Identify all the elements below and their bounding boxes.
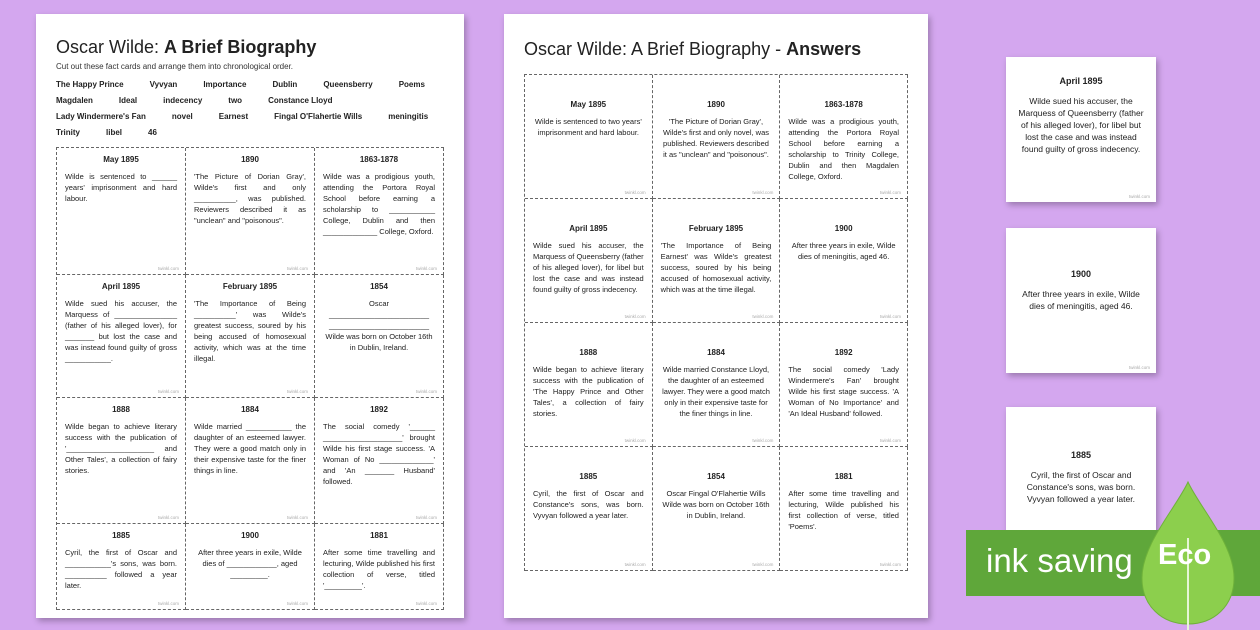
card-brand: twinkl.com xyxy=(286,266,308,271)
card-brand: twinkl.com xyxy=(879,562,901,567)
card-brand: twinkl.com xyxy=(286,515,308,520)
answer-card xyxy=(780,447,908,571)
card-date: 1863-1878 xyxy=(824,100,863,109)
card-date: 1900 xyxy=(834,224,853,233)
card-brand: twinkl.com xyxy=(879,190,901,195)
word-bank-item: meningitis xyxy=(388,112,429,121)
card-text: Cyril, the first of Oscar and Constance's sons, was born. Vyvyan followed a year later. xyxy=(533,489,644,520)
fact-card xyxy=(186,398,315,524)
card-brand: twinkl.com xyxy=(624,438,646,443)
card-date: 1854 xyxy=(707,472,725,481)
answer-card xyxy=(525,447,653,571)
word-bank-item: Fingal O'Flahertie Wills xyxy=(274,112,363,121)
card-date: 1900 xyxy=(1070,269,1092,279)
word-bank-item: indecency xyxy=(163,96,203,105)
card-text: Cyril, the first of Oscar and Constance's sons, was born. Vyvyan followed a year later. xyxy=(1026,470,1136,504)
card-text: Oscar Fingal O'Flahertie Wills Wilde was born on October 16th in Dublin, Ireland. xyxy=(662,489,770,520)
card-text: After some time travelling and lecturing, Wilde published his first collection of verse, titled '_________'. xyxy=(323,548,435,590)
card-brand: twinkl.com xyxy=(624,314,646,319)
eco-label: Eco xyxy=(1158,539,1212,571)
card-brand: twinkl.com xyxy=(415,389,437,394)
word-bank-item: novel xyxy=(171,112,193,121)
answer-card xyxy=(653,75,781,199)
card-date: February 1895 xyxy=(688,224,744,233)
word-bank-item: The Happy Prince xyxy=(56,80,124,89)
card-date: 1890 xyxy=(241,155,259,164)
card-text: Oscar ________________________ ________________________ Wilde was born on October 16th in Dublin, Ireland. xyxy=(325,299,433,352)
card-text: Wilde married Constance Lloyd, the daughter of an esteemed lawyer. They were a good match only in their expensive taste for the finer things in line. xyxy=(662,365,770,418)
card-brand: twinkl.com xyxy=(286,389,308,394)
card-brand: twinkl.com xyxy=(157,389,179,394)
card-text: Wilde sued his accuser, the Marquess of Queensberry (father of his alleged lover), for libel but lost the case and was instead found guilty of gross indecency. xyxy=(1018,96,1144,154)
card-text: Wilde began to achieve literary success with the publication of 'The Happy Prince and Other Tales', a collection of fairy stories. xyxy=(533,365,644,418)
card-brand: twinkl.com xyxy=(879,314,901,319)
card-date: 1885 xyxy=(1070,450,1092,460)
card-text: Wilde sued his accuser, the Marquess of Queensberry (father of his alleged lover), for libel but lost the case and was instead found guilty of gross indecency. xyxy=(533,241,644,294)
card-date: 1890 xyxy=(707,100,725,109)
worksheet-card-grid xyxy=(56,147,444,610)
card-date: 1885 xyxy=(579,472,598,481)
answer-card xyxy=(653,447,781,571)
word-bank-item: Vyvyan xyxy=(149,80,178,89)
card-brand: twinkl.com xyxy=(157,266,179,271)
card-text: Cyril, the first of Oscar and ___________'s sons, was born. __________ followed a year later. xyxy=(65,548,177,590)
fact-card xyxy=(315,398,444,524)
card-brand: twinkl.com xyxy=(415,515,437,520)
card-date: February 1895 xyxy=(222,282,278,291)
answer-card xyxy=(525,199,653,323)
fact-card xyxy=(186,148,315,275)
card-brand: twinkl.com xyxy=(1128,194,1150,199)
answers-page xyxy=(504,14,928,618)
card-text: 'The Importance of Being __________' was Wilde's greatest success, soured by his being accused of homosexual activity, which was at the time illegal. xyxy=(194,299,306,363)
answer-card xyxy=(653,323,781,447)
card-text: Wilde is sentenced to two years' imprisonment and hard labour. xyxy=(534,117,642,137)
answers-title: Oscar Wilde: A Brief Biography - Answers xyxy=(524,39,862,59)
fact-card xyxy=(315,524,444,610)
card-text: After some time travelling and lecturing, Wilde published his first collection of verse, titled 'Poems'. xyxy=(788,489,899,531)
fact-card xyxy=(57,524,186,610)
answer-card xyxy=(780,199,908,323)
word-bank-item: Constance Lloyd xyxy=(268,96,333,105)
word-bank-item: Earnest xyxy=(218,112,249,121)
card-date: 1854 xyxy=(370,282,388,291)
card-date: May 1895 xyxy=(103,155,139,164)
answer-card xyxy=(525,75,653,199)
cutout-card xyxy=(1006,57,1156,202)
card-brand: twinkl.com xyxy=(415,266,437,271)
card-date: 1885 xyxy=(112,531,130,540)
word-bank-item: 46 xyxy=(148,128,157,137)
card-text: 'The Importance of Being Earnest' was Wilde's greatest success, soured by his being accused of homosexual activity, which was at the time illegal. xyxy=(660,241,772,294)
answer-card xyxy=(780,75,908,199)
card-brand: twinkl.com xyxy=(752,438,774,443)
card-text: Wilde began to achieve literary success with the publication of '_____________________ and Other Tales', a collection of fairy stories. xyxy=(65,422,177,475)
answer-card xyxy=(653,199,781,323)
card-text: Wilde married ___________ the daughter of an esteemed lawyer. They were a good match only in their expensive taste for the finer things in line. xyxy=(194,422,306,475)
card-text: Wilde sued his accuser, the Marquess of _______________ (father of his alleged lover), for _______ but lost the case and was instead found guilty of gross ___________. xyxy=(65,299,177,363)
word-bank-item: Queensberry xyxy=(323,80,373,89)
card-brand: twinkl.com xyxy=(157,601,179,606)
card-date: April 1895 xyxy=(1059,76,1103,86)
answer-card xyxy=(780,323,908,447)
fact-card xyxy=(57,398,186,524)
card-text: After three years in exile, Wilde dies of ____________, aged _________. xyxy=(198,548,302,579)
card-text: Wilde was a prodigious youth, attending the Portora Royal School before earning a scholarship to ___________ College, Dublin and then _____________ College, Oxford. xyxy=(323,172,435,236)
card-text: Wilde is sentenced to ______ years' imprisonment and hard labour. xyxy=(65,172,177,203)
card-brand: twinkl.com xyxy=(624,562,646,567)
card-brand: twinkl.com xyxy=(752,314,774,319)
card-text: The social comedy 'Lady Windermere's Fan' brought Wilde his first stage success. 'A Woman of No Importance' and 'An Ideal Husband' followed. xyxy=(788,365,899,418)
answers-card-grid xyxy=(524,74,908,571)
card-date: 1892 xyxy=(834,348,853,357)
card-brand: twinkl.com xyxy=(752,190,774,195)
card-brand: twinkl.com xyxy=(415,601,437,606)
fact-card xyxy=(186,275,315,398)
worksheet-instruction: Cut out these fact cards and arrange them into chronological order. xyxy=(56,62,294,71)
card-brand: twinkl.com xyxy=(879,438,901,443)
card-brand: twinkl.com xyxy=(1128,365,1150,370)
word-bank-item: Dublin xyxy=(272,80,298,89)
answer-card xyxy=(525,323,653,447)
word-bank-item: two xyxy=(228,96,243,105)
word-bank-item: Lady Windermere's Fan xyxy=(56,112,146,121)
worksheet-title: Oscar Wilde: A Brief Biography xyxy=(56,37,317,57)
cutout-card xyxy=(1006,228,1156,373)
fact-card xyxy=(315,275,444,398)
card-date: 1884 xyxy=(707,348,725,357)
card-text: After three years in exile, Wilde dies of meningitis, aged 46. xyxy=(1022,289,1140,311)
card-date: 1888 xyxy=(579,348,598,357)
card-brand: twinkl.com xyxy=(624,190,646,195)
fact-card xyxy=(186,524,315,610)
ink-saving-text: ink saving xyxy=(986,542,1133,579)
card-text: 'The Picture of Dorian Gray', Wilde's first and only __________, was published. Reviewers described it as "unclean" and "poisonous". xyxy=(194,172,306,225)
word-bank-item: libel xyxy=(106,128,123,137)
fact-card xyxy=(315,148,444,275)
card-text: The social comedy '______ ___________________' brought Wilde his first stage success. 'A Woman of No _____________' and 'An _______ Husband' followed. xyxy=(323,422,435,486)
word-bank-item: Importance xyxy=(203,80,247,89)
fact-card xyxy=(57,148,186,275)
card-text: Wilde was a prodigious youth, attending the Portora Royal School before earning a scholarship to Trinity College, Dublin and then Magdalen College, Oxford. xyxy=(788,117,899,181)
card-brand: twinkl.com xyxy=(752,562,774,567)
card-brand: twinkl.com xyxy=(157,515,179,520)
card-date: 1888 xyxy=(112,405,130,414)
card-date: 1900 xyxy=(241,531,259,540)
card-date: 1884 xyxy=(241,405,259,414)
card-date: May 1895 xyxy=(570,100,607,109)
word-bank-item: Trinity xyxy=(56,128,81,137)
card-date: 1881 xyxy=(834,472,853,481)
word-bank-item: Ideal xyxy=(118,96,138,105)
card-brand: twinkl.com xyxy=(286,601,308,606)
card-text: 'The Picture of Dorian Gray', Wilde's first and only novel, was published. Reviewers described it as "unclean" and "poisonous". xyxy=(662,117,770,159)
word-bank-item: Poems xyxy=(398,80,425,89)
word-bank xyxy=(56,77,444,141)
cutout-card xyxy=(1006,407,1156,547)
card-date: April 1895 xyxy=(101,282,141,291)
worksheet-page xyxy=(36,14,464,618)
card-date: 1863-1878 xyxy=(359,155,399,164)
card-text: After three years in exile, Wilde dies of meningitis, aged 46. xyxy=(791,241,896,261)
card-date: 1892 xyxy=(370,405,388,414)
card-date: April 1895 xyxy=(569,224,608,233)
word-bank-item: Magdalen xyxy=(56,96,93,105)
card-date: 1881 xyxy=(370,531,388,540)
fact-card xyxy=(57,275,186,398)
